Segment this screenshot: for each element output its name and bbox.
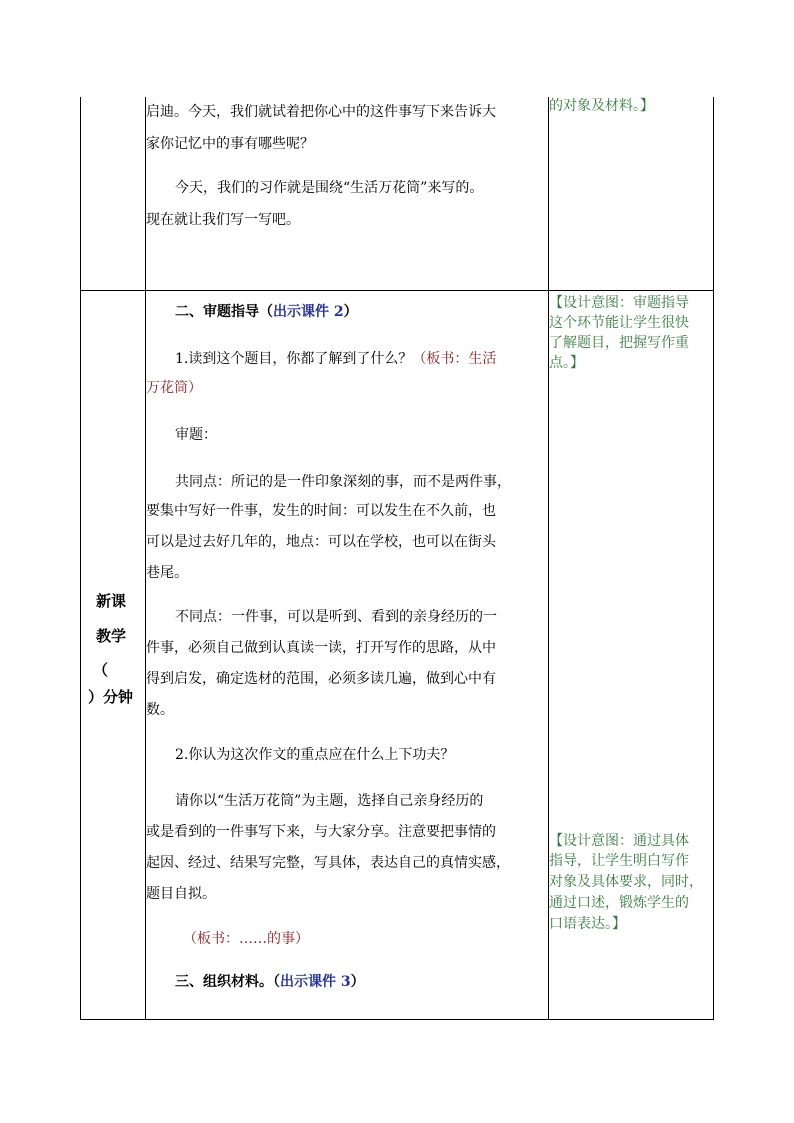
diff-line-1: 不同点：一件事，可以是听到、看到的亲身经历的一 — [175, 609, 497, 625]
table-border-right — [713, 97, 714, 1020]
heading-organize-materials — [175, 968, 365, 996]
diff-line-4: 数。 — [146, 702, 174, 718]
design-note-2-line-5: 口语表达。】 — [549, 916, 626, 932]
heading-organize-courseware: 出示课件 3 — [280, 974, 351, 990]
design-note-2-line-4: 通过口述，锻炼学生的 — [549, 895, 689, 911]
design-note-2-line-3: 对象及具体要求，同时， — [549, 874, 703, 890]
design-note-1-line-2: 这个环节能让学生很快 — [549, 315, 689, 331]
common-line-1: 共同点：所记的是一件印象深刻的事，而不是两件事， — [175, 474, 511, 490]
row1-line-4: 现在就让我们写一写吧。 — [146, 212, 300, 228]
design-note-1-line-3: 了解题目，把握写作重 — [549, 335, 689, 351]
design-note-1-line-1: 【设计意图：审题指导 — [549, 295, 689, 311]
side-label-line-3: （ — [93, 661, 109, 679]
heading-review-paren-close: ） — [343, 304, 358, 320]
diff-line-3: 得到启发，确定选材的范围，必须多读几遍，做到心中有 — [146, 671, 496, 687]
common-line-3: 可以是过去好几年的，地点：可以在学校，也可以在街头 — [146, 534, 496, 550]
question-1-board-a: （板书：生活 — [412, 351, 497, 367]
review-label: 审题： — [175, 427, 217, 443]
heading-review-courseware: 出示课件 2 — [273, 304, 344, 320]
heading-review-guidance — [175, 298, 358, 326]
common-line-4: 巷尾。 — [146, 565, 188, 581]
question-1 — [175, 345, 496, 373]
heading-organize-text: 三、组织材料。 — [175, 974, 273, 990]
row1-design-note: 的对象及材料。】 — [549, 98, 654, 114]
task-line-4: 题目自拟。 — [146, 886, 216, 902]
task-line-1: 请你以“生活万花筒”为主题，选择自己亲身经历的 — [175, 793, 484, 809]
heading-review-text: 二、审题指导 — [175, 304, 259, 320]
board-writing-2: （板书：……的事） — [183, 931, 309, 947]
question-2: 2.你认为这次作文的重点应在什么上下功夫？ — [175, 747, 455, 763]
row1-line-1: 启迪。今天，我们就试着把你心中的这件事写下来告诉大 — [146, 104, 496, 120]
side-label-line-4: ）分钟 — [88, 688, 134, 706]
row1-line-3: 今天，我们的习作就是围绕“生活万花筒”来写的。 — [175, 180, 484, 196]
question-1-text: 1.读到这个题目，你都了解到了什么？ — [175, 351, 413, 367]
common-line-2: 要集中写好一件事，发生的时间：可以发生在不久前，也 — [146, 503, 496, 519]
side-label-line-1: 新课 — [96, 592, 127, 610]
diff-line-2: 件事，必须自己做到认真读一读，打开写作的思路，从中 — [146, 640, 496, 656]
design-note-1-line-4: 点。】 — [549, 355, 584, 371]
row-divider — [80, 290, 714, 291]
row1-line-2: 家你记忆中的事有哪些呢？ — [146, 136, 314, 152]
task-line-2: 或是看到的一件事写下来，与大家分享。注意要把事情的 — [146, 824, 496, 840]
design-note-2-line-1: 【设计意图：通过具体 — [549, 833, 689, 849]
task-line-3: 起因、经过、结果写完整，写具体，表达自己的真情实感， — [146, 855, 510, 871]
design-note-2-line-2: 指导，让学生明白写作 — [549, 853, 689, 869]
heading-review-paren-open: （ — [259, 304, 273, 320]
table-border-left — [80, 97, 81, 1020]
table-border-bottom — [80, 1019, 714, 1020]
side-label-line-2: 教学 — [96, 627, 127, 645]
heading-organize-paren-open: （ — [273, 974, 280, 990]
question-1-board-b: 万花筒） — [146, 380, 202, 396]
heading-organize-paren-close: ） — [350, 974, 365, 990]
